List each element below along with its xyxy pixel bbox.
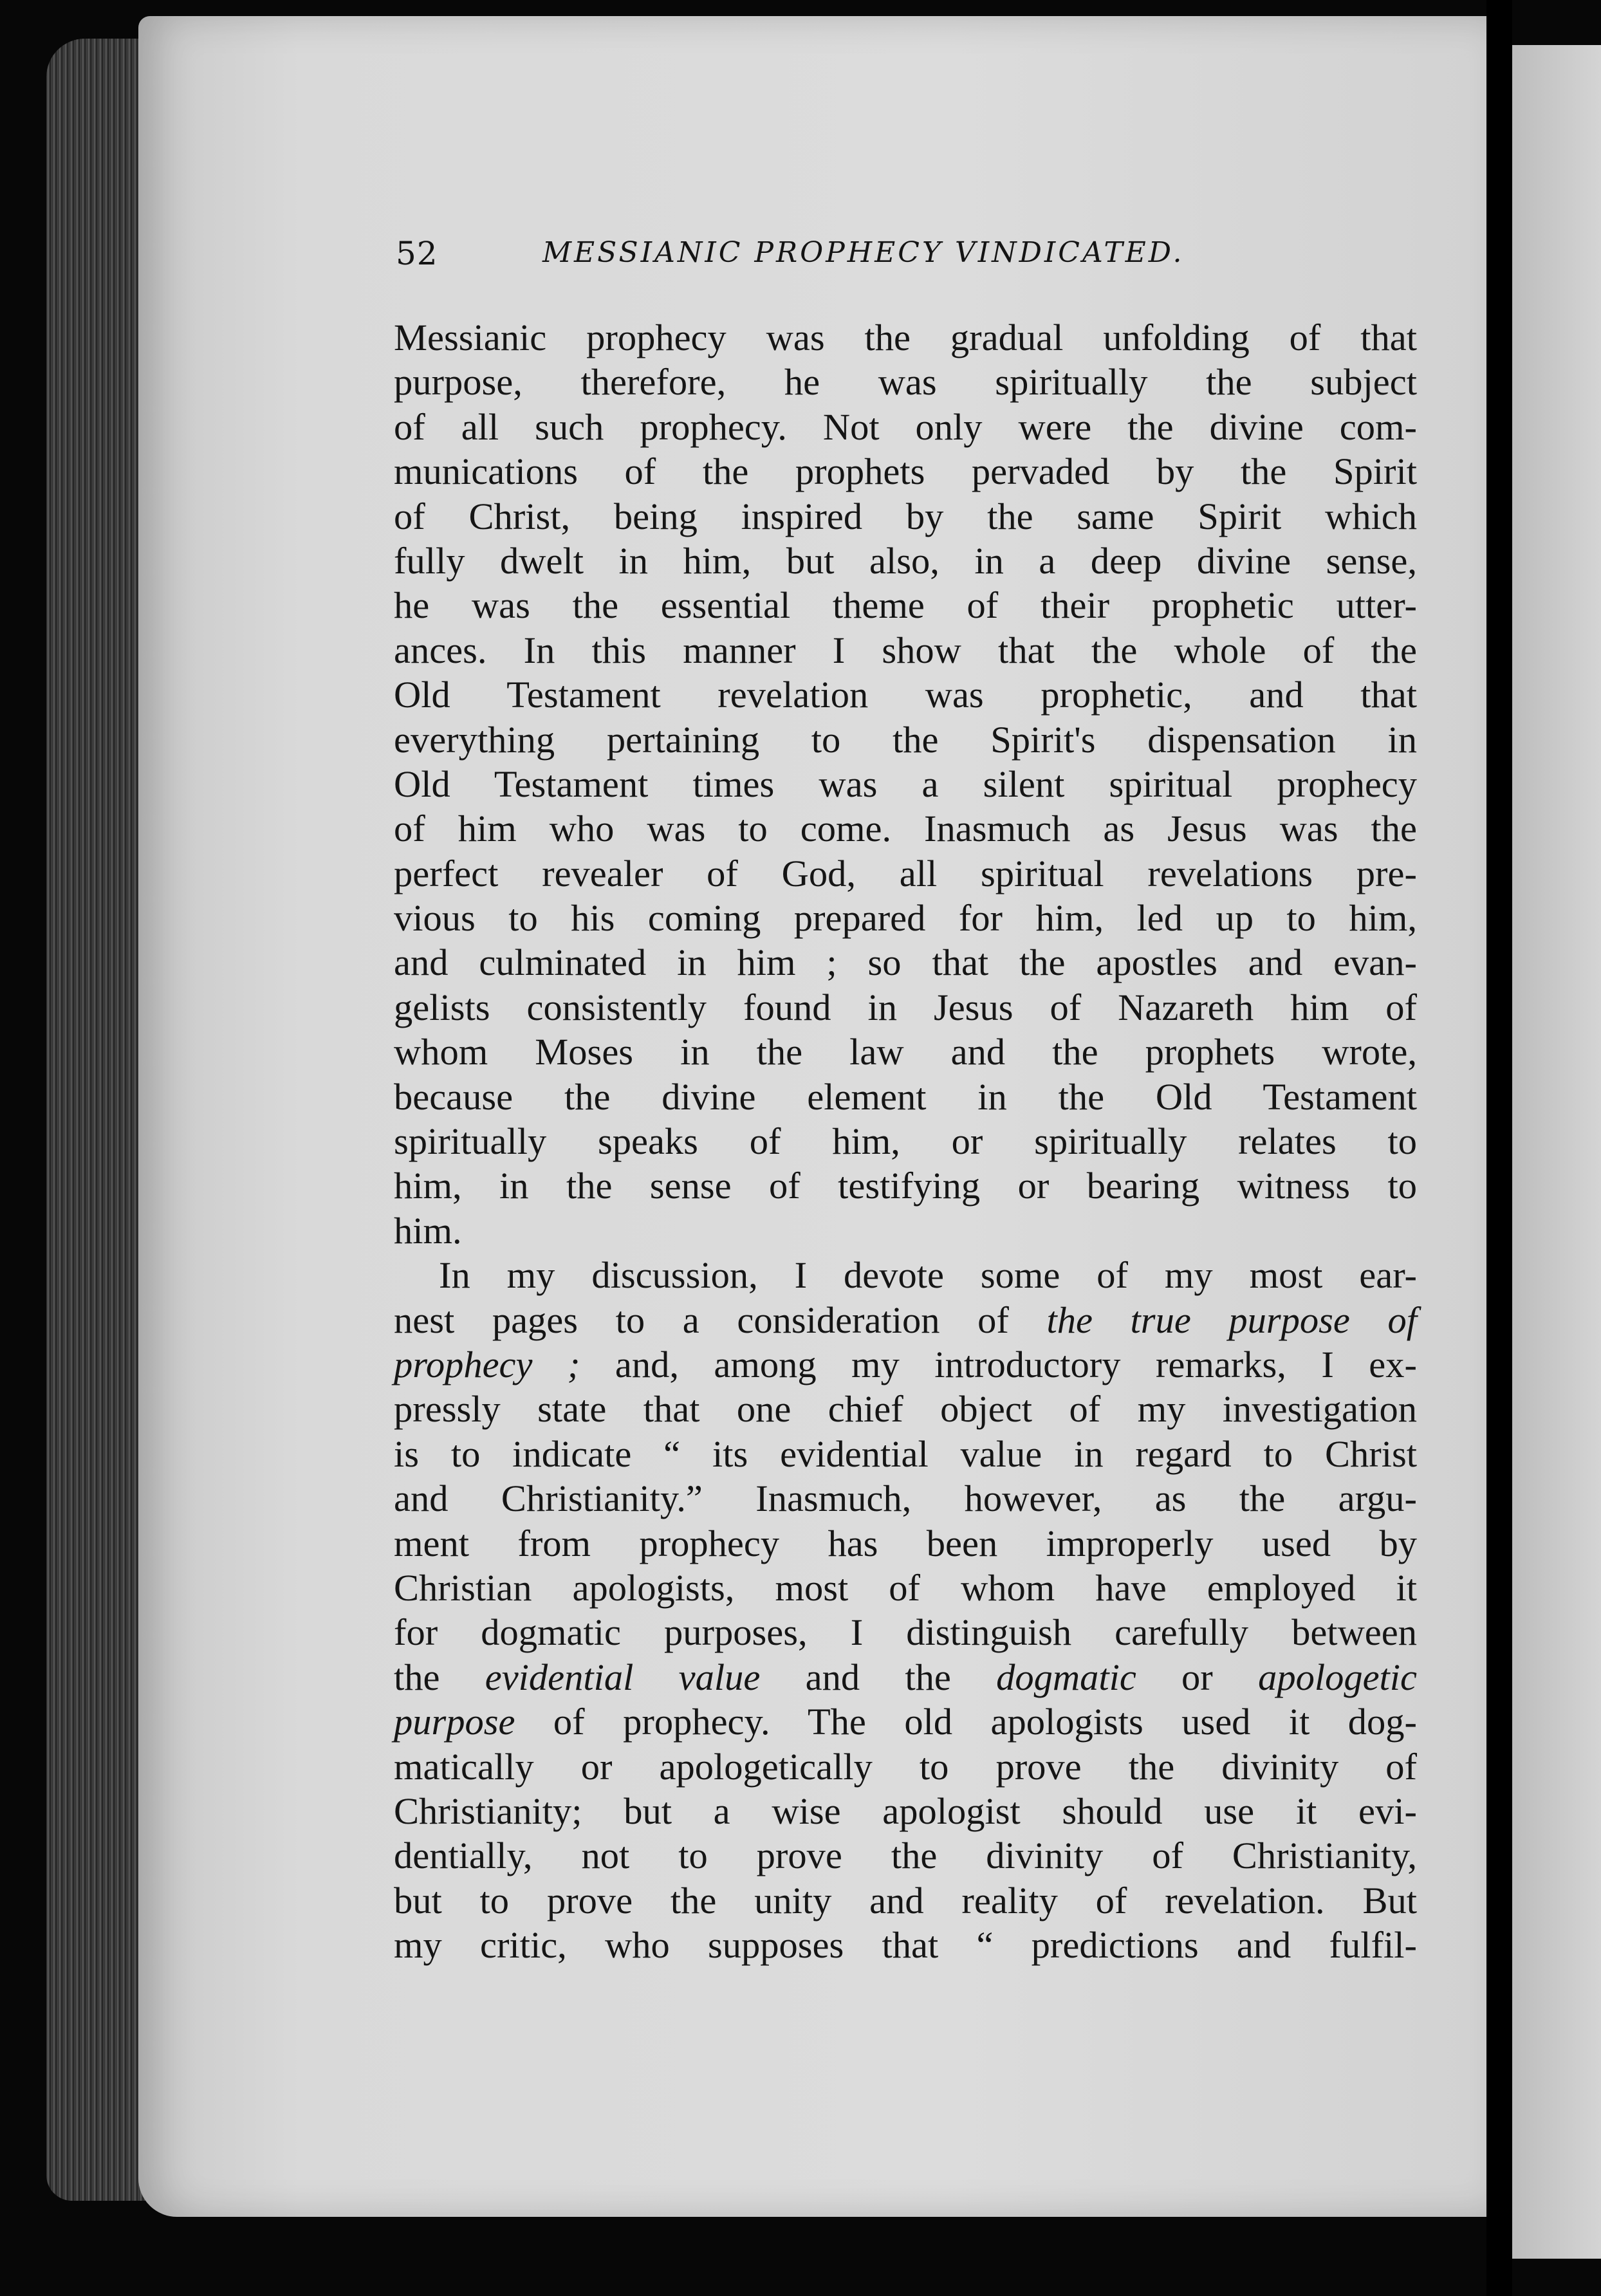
- italic-phrase: prophecy ;: [394, 1343, 580, 1385]
- text-segment: Old Testament times was a silent spiritual prophecy: [394, 763, 1417, 805]
- text-line: [394, 1833, 1417, 1878]
- text-segment: but to prove the unity and reality of revelation. But: [394, 1879, 1417, 1921]
- text-line: [394, 1432, 1417, 1476]
- text-line: [394, 1566, 1417, 1610]
- running-title: MESSIANIC PROPHECY VINDICATED.: [542, 236, 1185, 269]
- text-segment: Christian apologists, most of whom have employed it: [394, 1566, 1417, 1609]
- text-segment: fully dwelt in him, but also, in a deep divine sense,: [394, 539, 1417, 582]
- text-line: [394, 1476, 1417, 1521]
- text-segment: nest pages to a consideration of: [394, 1299, 1047, 1341]
- italic-phrase: evidential value: [485, 1656, 761, 1698]
- book-gutter: [1486, 0, 1512, 2296]
- text-line: [394, 494, 1417, 539]
- text-line: [394, 449, 1417, 494]
- text-line: [394, 1789, 1417, 1833]
- text-segment: is to indicate “ its evidential value in regard to Christ: [394, 1432, 1417, 1475]
- text-line: [394, 718, 1417, 762]
- text-line: [394, 851, 1417, 896]
- text-line: [394, 1387, 1417, 1431]
- text-segment: In my discussion, I devote some of my most ear-: [439, 1254, 1417, 1297]
- text-segment: him, in the sense of testifying or bearing witness to: [394, 1165, 1417, 1207]
- text-segment: Messianic prophecy was the gradual unfolding of that: [394, 317, 1417, 358]
- text-line: [394, 1923, 1417, 1967]
- text-line: [394, 405, 1417, 449]
- text-line: [394, 1699, 1417, 1744]
- text-line: [394, 1030, 1417, 1074]
- page-number: 52: [396, 235, 438, 272]
- text-segment: of him who was to come. Inasmuch as Jesus was the: [394, 808, 1417, 850]
- text-segment: the: [394, 1656, 485, 1698]
- text-line: [394, 896, 1417, 940]
- text-segment: him.: [394, 1209, 462, 1252]
- text-line: [394, 628, 1417, 672]
- text-line: [394, 583, 1417, 627]
- text-segment: pressly state that one chief object of my investigation: [394, 1388, 1417, 1430]
- italic-phrase: dogmatic: [996, 1656, 1136, 1698]
- italic-phrase: apologetic: [1258, 1656, 1418, 1698]
- text-line: [394, 762, 1417, 806]
- text-line: [394, 315, 1417, 360]
- text-line: [394, 1253, 1417, 1297]
- text-segment: and the: [760, 1656, 997, 1698]
- text-segment: and, among my introductory remarks, I ex-: [580, 1343, 1417, 1385]
- text-segment: dentially, not to prove the divinity of Christianity,: [394, 1835, 1417, 1877]
- text-segment: for dogmatic purposes, I distinguish carefully between: [394, 1611, 1417, 1654]
- text-line: [394, 985, 1417, 1030]
- text-segment: ment from prophecy has been improperly used by: [394, 1522, 1417, 1564]
- italic-phrase: purpose: [394, 1701, 515, 1743]
- page-header: [396, 235, 1419, 280]
- text-segment: everything pertaining to the Spirit's dispensation in: [394, 718, 1417, 761]
- text-segment: because the divine element in the Old Testament: [394, 1075, 1417, 1118]
- text-line: [394, 1119, 1417, 1163]
- text-segment: perfect revealer of God, all spiritual revelations pre-: [394, 852, 1417, 894]
- text-line: [394, 1298, 1417, 1342]
- text-line: [394, 539, 1417, 583]
- text-segment: and culminated in him ; so that the apostles and evan-: [394, 941, 1417, 984]
- text-line: [394, 1610, 1417, 1654]
- text-segment: he was the essential theme of their prophetic utter-: [394, 584, 1417, 627]
- text-line: [394, 672, 1417, 717]
- facing-page-edge: [1512, 45, 1601, 2259]
- text-line: [394, 1521, 1417, 1566]
- text-segment: my critic, who supposes that “ predictions and fulfil-: [394, 1924, 1417, 1967]
- text-line: [394, 1745, 1417, 1789]
- text-line: [394, 1342, 1417, 1387]
- text-segment: of prophecy. The old apologists used it dog-: [515, 1701, 1417, 1743]
- text-segment: ances. In this manner I show that the whole of the: [394, 629, 1417, 671]
- text-line: [394, 806, 1417, 851]
- text-segment: or: [1136, 1656, 1259, 1698]
- text-line: [394, 1163, 1417, 1208]
- text-segment: Old Testament revelation was prophetic, and that: [394, 674, 1417, 716]
- text-segment: gelists consistently found in Jesus of Nazareth him of: [394, 986, 1417, 1028]
- paragraph: [394, 315, 1417, 1253]
- italic-phrase: the true purpose of: [1046, 1299, 1418, 1341]
- text-segment: and Christianity.” Inasmuch, however, as the argu-: [394, 1477, 1417, 1520]
- text-segment: spiritually speaks of him, or spiritually relates to: [394, 1120, 1417, 1163]
- text-segment: of all such prophecy. Not only were the divine com-: [394, 405, 1417, 448]
- text-segment: Christianity; but a wise apologist should use it evi-: [394, 1790, 1417, 1832]
- text-segment: of Christ, being inspired by the same Spirit which: [394, 495, 1417, 537]
- text-line: [394, 1208, 1417, 1253]
- text-segment: munications of the prophets pervaded by the Spirit: [394, 450, 1417, 493]
- body-text: [394, 315, 1417, 1967]
- text-segment: matically or apologetically to prove the divinity of: [394, 1745, 1417, 1788]
- text-line: [394, 1878, 1417, 1923]
- text-line: [394, 360, 1417, 404]
- paragraph: [394, 1253, 1417, 1967]
- text-segment: purpose, therefore, he was spiritually the subject: [394, 361, 1417, 403]
- text-line: [394, 1655, 1417, 1699]
- text-segment: whom Moses in the law and the prophets wrote,: [394, 1031, 1417, 1073]
- text-line: [394, 940, 1417, 985]
- text-line: [394, 1075, 1417, 1119]
- text-segment: vious to his coming prepared for him, led up to him,: [394, 897, 1417, 940]
